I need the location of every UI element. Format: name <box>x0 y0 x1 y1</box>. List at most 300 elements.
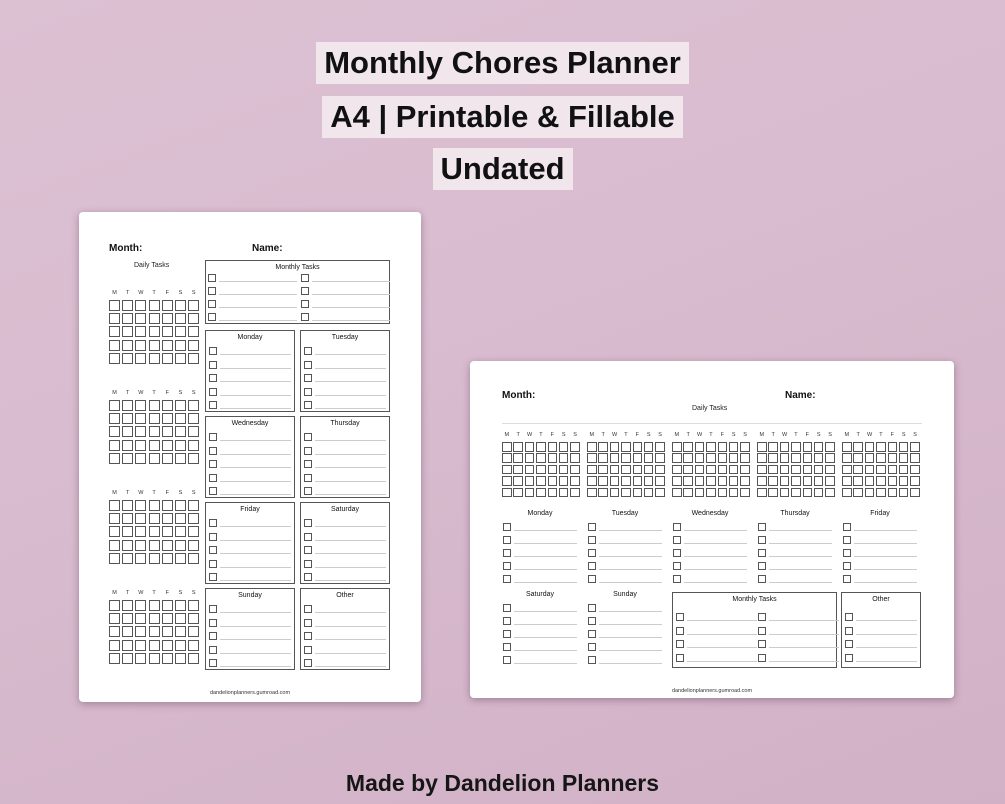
daily-checkbox[interactable] <box>122 553 133 564</box>
daily-checkbox[interactable] <box>570 488 580 498</box>
daily-checkbox[interactable] <box>122 413 133 424</box>
daily-checkbox[interactable] <box>175 353 186 364</box>
daily-checkbox[interactable] <box>162 453 173 464</box>
daily-checkbox[interactable] <box>149 326 160 337</box>
task-checkbox[interactable] <box>209 474 217 482</box>
daily-checkbox[interactable] <box>109 653 120 664</box>
daily-checkbox[interactable] <box>122 500 133 511</box>
daily-checkbox[interactable] <box>655 465 665 475</box>
daily-checkbox[interactable] <box>175 640 186 651</box>
task-checkbox[interactable] <box>503 643 511 651</box>
daily-checkbox[interactable] <box>188 640 199 651</box>
task-checkbox[interactable] <box>304 401 312 409</box>
daily-checkbox[interactable] <box>536 465 546 475</box>
task-checkbox[interactable] <box>304 659 312 667</box>
daily-checkbox[interactable] <box>621 465 631 475</box>
daily-checkbox[interactable] <box>135 500 146 511</box>
daily-checkbox[interactable] <box>706 465 716 475</box>
daily-checkbox[interactable] <box>876 442 886 452</box>
daily-checkbox[interactable] <box>188 400 199 411</box>
daily-checkbox[interactable] <box>825 476 835 486</box>
monthly-task-checkbox[interactable] <box>301 274 309 282</box>
daily-checkbox[interactable] <box>502 453 512 463</box>
daily-checkbox[interactable] <box>122 626 133 637</box>
daily-checkbox[interactable] <box>175 440 186 451</box>
daily-checkbox[interactable] <box>122 353 133 364</box>
daily-checkbox[interactable] <box>695 465 705 475</box>
daily-checkbox[interactable] <box>188 540 199 551</box>
task-checkbox[interactable] <box>503 630 511 638</box>
task-checkbox[interactable] <box>304 374 312 382</box>
daily-checkbox[interactable] <box>570 465 580 475</box>
daily-checkbox[interactable] <box>162 640 173 651</box>
daily-checkbox[interactable] <box>109 553 120 564</box>
daily-checkbox[interactable] <box>162 540 173 551</box>
task-checkbox[interactable] <box>845 640 853 648</box>
daily-checkbox[interactable] <box>548 453 558 463</box>
daily-checkbox[interactable] <box>865 465 875 475</box>
daily-checkbox[interactable] <box>814 465 824 475</box>
daily-checkbox[interactable] <box>502 476 512 486</box>
daily-checkbox[interactable] <box>162 413 173 424</box>
daily-checkbox[interactable] <box>718 442 728 452</box>
daily-checkbox[interactable] <box>513 465 523 475</box>
daily-checkbox[interactable] <box>825 453 835 463</box>
daily-checkbox[interactable] <box>683 465 693 475</box>
task-checkbox[interactable] <box>503 562 511 570</box>
daily-checkbox[interactable] <box>644 465 654 475</box>
daily-checkbox[interactable] <box>876 488 886 498</box>
daily-checkbox[interactable] <box>610 476 620 486</box>
task-checkbox[interactable] <box>209 401 217 409</box>
daily-checkbox[interactable] <box>888 465 898 475</box>
daily-checkbox[interactable] <box>888 442 898 452</box>
daily-checkbox[interactable] <box>610 465 620 475</box>
daily-checkbox[interactable] <box>188 500 199 511</box>
daily-checkbox[interactable] <box>910 465 920 475</box>
daily-checkbox[interactable] <box>757 453 767 463</box>
daily-checkbox[interactable] <box>655 453 665 463</box>
daily-checkbox[interactable] <box>175 400 186 411</box>
daily-checkbox[interactable] <box>109 400 120 411</box>
daily-checkbox[interactable] <box>853 488 863 498</box>
task-checkbox[interactable] <box>209 361 217 369</box>
task-checkbox[interactable] <box>304 447 312 455</box>
monthly-task-checkbox[interactable] <box>301 300 309 308</box>
task-checkbox[interactable] <box>304 433 312 441</box>
daily-checkbox[interactable] <box>899 453 909 463</box>
daily-checkbox[interactable] <box>814 453 824 463</box>
daily-checkbox[interactable] <box>633 442 643 452</box>
daily-checkbox[interactable] <box>162 613 173 624</box>
task-checkbox[interactable] <box>209 433 217 441</box>
daily-checkbox[interactable] <box>757 488 767 498</box>
task-checkbox[interactable] <box>758 549 766 557</box>
daily-checkbox[interactable] <box>876 465 886 475</box>
daily-checkbox[interactable] <box>559 442 569 452</box>
daily-checkbox[interactable] <box>513 442 523 452</box>
task-checkbox[interactable] <box>304 487 312 495</box>
daily-checkbox[interactable] <box>122 340 133 351</box>
daily-checkbox[interactable] <box>162 653 173 664</box>
daily-checkbox[interactable] <box>175 500 186 511</box>
daily-checkbox[interactable] <box>122 313 133 324</box>
daily-checkbox[interactable] <box>729 465 739 475</box>
daily-checkbox[interactable] <box>729 488 739 498</box>
daily-checkbox[interactable] <box>162 326 173 337</box>
daily-checkbox[interactable] <box>188 513 199 524</box>
task-checkbox[interactable] <box>845 627 853 635</box>
daily-checkbox[interactable] <box>175 513 186 524</box>
daily-checkbox[interactable] <box>780 453 790 463</box>
daily-checkbox[interactable] <box>149 626 160 637</box>
daily-checkbox[interactable] <box>175 653 186 664</box>
daily-checkbox[interactable] <box>149 313 160 324</box>
task-checkbox[interactable] <box>209 374 217 382</box>
task-checkbox[interactable] <box>845 613 853 621</box>
daily-checkbox[interactable] <box>175 540 186 551</box>
daily-checkbox[interactable] <box>175 426 186 437</box>
task-checkbox[interactable] <box>209 573 217 581</box>
task-checkbox[interactable] <box>503 536 511 544</box>
task-checkbox[interactable] <box>209 632 217 640</box>
monthly-task-checkbox[interactable] <box>676 613 684 621</box>
daily-checkbox[interactable] <box>695 476 705 486</box>
daily-checkbox[interactable] <box>683 453 693 463</box>
daily-checkbox[interactable] <box>135 540 146 551</box>
monthly-task-checkbox[interactable] <box>301 287 309 295</box>
daily-checkbox[interactable] <box>695 442 705 452</box>
task-checkbox[interactable] <box>209 388 217 396</box>
daily-checkbox[interactable] <box>791 476 801 486</box>
daily-checkbox[interactable] <box>149 400 160 411</box>
task-checkbox[interactable] <box>304 519 312 527</box>
daily-checkbox[interactable] <box>188 626 199 637</box>
task-checkbox[interactable] <box>304 361 312 369</box>
daily-checkbox[interactable] <box>122 613 133 624</box>
daily-checkbox[interactable] <box>621 488 631 498</box>
daily-checkbox[interactable] <box>188 526 199 537</box>
daily-checkbox[interactable] <box>610 453 620 463</box>
daily-checkbox[interactable] <box>865 442 875 452</box>
daily-checkbox[interactable] <box>587 465 597 475</box>
daily-checkbox[interactable] <box>683 488 693 498</box>
daily-checkbox[interactable] <box>655 476 665 486</box>
daily-checkbox[interactable] <box>853 453 863 463</box>
daily-checkbox[interactable] <box>135 400 146 411</box>
daily-checkbox[interactable] <box>149 553 160 564</box>
task-checkbox[interactable] <box>673 523 681 531</box>
task-checkbox[interactable] <box>209 646 217 654</box>
daily-checkbox[interactable] <box>122 326 133 337</box>
daily-checkbox[interactable] <box>188 553 199 564</box>
daily-checkbox[interactable] <box>175 553 186 564</box>
daily-checkbox[interactable] <box>149 413 160 424</box>
daily-checkbox[interactable] <box>853 465 863 475</box>
task-checkbox[interactable] <box>503 523 511 531</box>
daily-checkbox[interactable] <box>683 476 693 486</box>
task-checkbox[interactable] <box>588 562 596 570</box>
daily-checkbox[interactable] <box>695 488 705 498</box>
daily-checkbox[interactable] <box>188 340 199 351</box>
task-checkbox[interactable] <box>673 562 681 570</box>
task-checkbox[interactable] <box>304 388 312 396</box>
task-checkbox[interactable] <box>588 656 596 664</box>
daily-checkbox[interactable] <box>780 476 790 486</box>
task-checkbox[interactable] <box>758 575 766 583</box>
daily-checkbox[interactable] <box>188 326 199 337</box>
daily-checkbox[interactable] <box>502 465 512 475</box>
task-checkbox[interactable] <box>758 536 766 544</box>
daily-checkbox[interactable] <box>536 442 546 452</box>
daily-checkbox[interactable] <box>149 300 160 311</box>
task-checkbox[interactable] <box>209 347 217 355</box>
daily-checkbox[interactable] <box>768 488 778 498</box>
daily-checkbox[interactable] <box>780 442 790 452</box>
daily-checkbox[interactable] <box>791 488 801 498</box>
daily-checkbox[interactable] <box>888 453 898 463</box>
daily-checkbox[interactable] <box>122 640 133 651</box>
daily-checkbox[interactable] <box>109 313 120 324</box>
daily-checkbox[interactable] <box>109 513 120 524</box>
daily-checkbox[interactable] <box>559 465 569 475</box>
daily-checkbox[interactable] <box>757 476 767 486</box>
task-checkbox[interactable] <box>209 619 217 627</box>
task-checkbox[interactable] <box>588 575 596 583</box>
daily-checkbox[interactable] <box>502 488 512 498</box>
daily-checkbox[interactable] <box>135 340 146 351</box>
task-checkbox[interactable] <box>843 523 851 531</box>
daily-checkbox[interactable] <box>803 465 813 475</box>
monthly-task-checkbox[interactable] <box>208 274 216 282</box>
task-checkbox[interactable] <box>304 619 312 627</box>
daily-checkbox[interactable] <box>570 453 580 463</box>
daily-checkbox[interactable] <box>598 476 608 486</box>
task-checkbox[interactable] <box>588 604 596 612</box>
daily-checkbox[interactable] <box>175 300 186 311</box>
task-checkbox[interactable] <box>588 536 596 544</box>
daily-checkbox[interactable] <box>109 340 120 351</box>
daily-checkbox[interactable] <box>149 640 160 651</box>
daily-checkbox[interactable] <box>149 600 160 611</box>
task-checkbox[interactable] <box>209 487 217 495</box>
daily-checkbox[interactable] <box>149 340 160 351</box>
daily-checkbox[interactable] <box>149 540 160 551</box>
daily-checkbox[interactable] <box>188 440 199 451</box>
daily-checkbox[interactable] <box>109 500 120 511</box>
monthly-task-checkbox[interactable] <box>758 613 766 621</box>
daily-checkbox[interactable] <box>548 442 558 452</box>
daily-checkbox[interactable] <box>109 526 120 537</box>
daily-checkbox[interactable] <box>825 488 835 498</box>
daily-checkbox[interactable] <box>910 476 920 486</box>
task-checkbox[interactable] <box>304 474 312 482</box>
daily-checkbox[interactable] <box>899 465 909 475</box>
daily-checkbox[interactable] <box>188 600 199 611</box>
daily-checkbox[interactable] <box>780 488 790 498</box>
daily-checkbox[interactable] <box>876 453 886 463</box>
task-checkbox[interactable] <box>758 523 766 531</box>
daily-checkbox[interactable] <box>633 465 643 475</box>
daily-checkbox[interactable] <box>536 476 546 486</box>
daily-checkbox[interactable] <box>757 442 767 452</box>
daily-checkbox[interactable] <box>706 476 716 486</box>
daily-checkbox[interactable] <box>188 453 199 464</box>
daily-checkbox[interactable] <box>135 513 146 524</box>
daily-checkbox[interactable] <box>122 453 133 464</box>
daily-checkbox[interactable] <box>672 476 682 486</box>
daily-checkbox[interactable] <box>513 453 523 463</box>
daily-checkbox[interactable] <box>162 513 173 524</box>
daily-checkbox[interactable] <box>910 453 920 463</box>
daily-checkbox[interactable] <box>135 326 146 337</box>
daily-checkbox[interactable] <box>149 613 160 624</box>
daily-checkbox[interactable] <box>109 413 120 424</box>
monthly-task-checkbox[interactable] <box>208 287 216 295</box>
daily-checkbox[interactable] <box>587 488 597 498</box>
daily-checkbox[interactable] <box>175 453 186 464</box>
daily-checkbox[interactable] <box>559 453 569 463</box>
daily-checkbox[interactable] <box>122 513 133 524</box>
daily-checkbox[interactable] <box>162 353 173 364</box>
task-checkbox[interactable] <box>209 447 217 455</box>
daily-checkbox[interactable] <box>842 465 852 475</box>
task-checkbox[interactable] <box>588 643 596 651</box>
daily-checkbox[interactable] <box>175 626 186 637</box>
daily-checkbox[interactable] <box>803 476 813 486</box>
daily-checkbox[interactable] <box>135 526 146 537</box>
daily-checkbox[interactable] <box>683 442 693 452</box>
daily-checkbox[interactable] <box>135 453 146 464</box>
daily-checkbox[interactable] <box>842 488 852 498</box>
daily-checkbox[interactable] <box>768 442 778 452</box>
daily-checkbox[interactable] <box>718 453 728 463</box>
task-checkbox[interactable] <box>209 519 217 527</box>
daily-checkbox[interactable] <box>525 476 535 486</box>
daily-checkbox[interactable] <box>513 488 523 498</box>
daily-checkbox[interactable] <box>672 453 682 463</box>
daily-checkbox[interactable] <box>109 353 120 364</box>
task-checkbox[interactable] <box>304 460 312 468</box>
daily-checkbox[interactable] <box>791 442 801 452</box>
daily-checkbox[interactable] <box>610 488 620 498</box>
task-checkbox[interactable] <box>503 549 511 557</box>
daily-checkbox[interactable] <box>135 440 146 451</box>
daily-checkbox[interactable] <box>598 465 608 475</box>
daily-checkbox[interactable] <box>644 488 654 498</box>
daily-checkbox[interactable] <box>135 653 146 664</box>
task-checkbox[interactable] <box>673 549 681 557</box>
daily-checkbox[interactable] <box>587 442 597 452</box>
daily-checkbox[interactable] <box>825 442 835 452</box>
daily-checkbox[interactable] <box>740 453 750 463</box>
daily-checkbox[interactable] <box>888 476 898 486</box>
daily-checkbox[interactable] <box>899 488 909 498</box>
daily-checkbox[interactable] <box>803 488 813 498</box>
daily-checkbox[interactable] <box>853 476 863 486</box>
daily-checkbox[interactable] <box>162 526 173 537</box>
daily-checkbox[interactable] <box>780 465 790 475</box>
daily-checkbox[interactable] <box>853 442 863 452</box>
daily-checkbox[interactable] <box>513 476 523 486</box>
daily-checkbox[interactable] <box>842 476 852 486</box>
daily-checkbox[interactable] <box>814 488 824 498</box>
daily-checkbox[interactable] <box>803 453 813 463</box>
daily-checkbox[interactable] <box>149 500 160 511</box>
daily-checkbox[interactable] <box>621 453 631 463</box>
daily-checkbox[interactable] <box>175 600 186 611</box>
daily-checkbox[interactable] <box>135 426 146 437</box>
daily-checkbox[interactable] <box>109 326 120 337</box>
daily-checkbox[interactable] <box>135 626 146 637</box>
daily-checkbox[interactable] <box>825 465 835 475</box>
daily-checkbox[interactable] <box>610 442 620 452</box>
daily-checkbox[interactable] <box>175 526 186 537</box>
task-checkbox[interactable] <box>304 533 312 541</box>
daily-checkbox[interactable] <box>149 426 160 437</box>
task-checkbox[interactable] <box>304 546 312 554</box>
daily-checkbox[interactable] <box>162 500 173 511</box>
daily-checkbox[interactable] <box>803 442 813 452</box>
daily-checkbox[interactable] <box>162 440 173 451</box>
task-checkbox[interactable] <box>503 575 511 583</box>
daily-checkbox[interactable] <box>729 442 739 452</box>
daily-checkbox[interactable] <box>865 453 875 463</box>
daily-checkbox[interactable] <box>135 600 146 611</box>
daily-checkbox[interactable] <box>149 513 160 524</box>
daily-checkbox[interactable] <box>122 400 133 411</box>
daily-checkbox[interactable] <box>122 600 133 611</box>
daily-checkbox[interactable] <box>135 353 146 364</box>
daily-checkbox[interactable] <box>548 465 558 475</box>
daily-checkbox[interactable] <box>621 476 631 486</box>
task-checkbox[interactable] <box>843 549 851 557</box>
daily-checkbox[interactable] <box>570 442 580 452</box>
daily-checkbox[interactable] <box>188 426 199 437</box>
daily-checkbox[interactable] <box>559 488 569 498</box>
task-checkbox[interactable] <box>843 575 851 583</box>
task-checkbox[interactable] <box>209 546 217 554</box>
daily-checkbox[interactable] <box>536 453 546 463</box>
daily-checkbox[interactable] <box>188 413 199 424</box>
daily-checkbox[interactable] <box>740 476 750 486</box>
daily-checkbox[interactable] <box>740 442 750 452</box>
daily-checkbox[interactable] <box>633 488 643 498</box>
daily-checkbox[interactable] <box>525 488 535 498</box>
daily-checkbox[interactable] <box>175 613 186 624</box>
daily-checkbox[interactable] <box>188 613 199 624</box>
daily-checkbox[interactable] <box>768 453 778 463</box>
daily-checkbox[interactable] <box>633 476 643 486</box>
daily-checkbox[interactable] <box>598 442 608 452</box>
daily-checkbox[interactable] <box>899 442 909 452</box>
monthly-task-checkbox[interactable] <box>208 313 216 321</box>
daily-checkbox[interactable] <box>706 453 716 463</box>
daily-checkbox[interactable] <box>768 465 778 475</box>
daily-checkbox[interactable] <box>740 465 750 475</box>
daily-checkbox[interactable] <box>548 488 558 498</box>
daily-checkbox[interactable] <box>109 613 120 624</box>
daily-checkbox[interactable] <box>536 488 546 498</box>
daily-checkbox[interactable] <box>525 453 535 463</box>
daily-checkbox[interactable] <box>791 465 801 475</box>
daily-checkbox[interactable] <box>122 300 133 311</box>
daily-checkbox[interactable] <box>135 300 146 311</box>
task-checkbox[interactable] <box>209 605 217 613</box>
task-checkbox[interactable] <box>673 575 681 583</box>
task-checkbox[interactable] <box>503 656 511 664</box>
daily-checkbox[interactable] <box>175 326 186 337</box>
